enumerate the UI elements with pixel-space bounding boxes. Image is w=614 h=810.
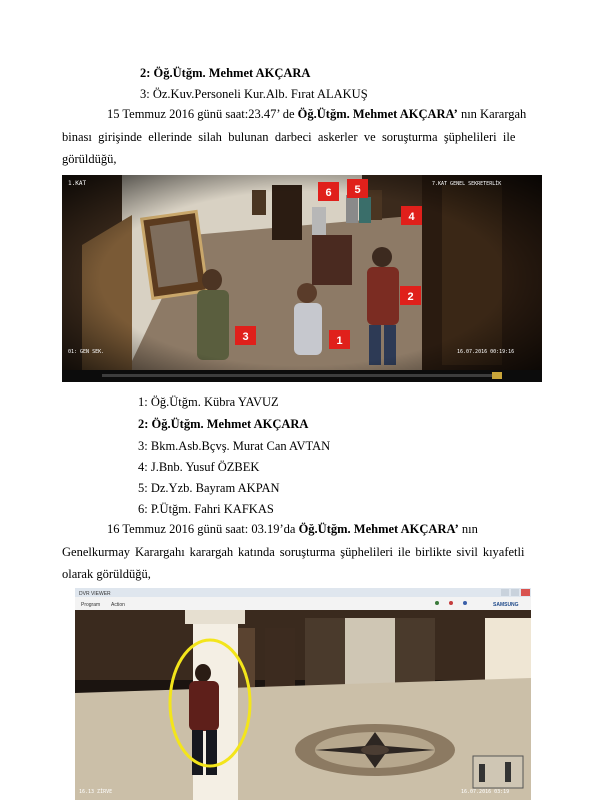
svg-text:2: 2 (407, 291, 414, 303)
names-list-item: 2: Öğ.Ütğm. Mehmet AKÇARA (138, 417, 309, 431)
osd-top-left: 1.KAT (68, 180, 87, 187)
list-item-2-bold: 2: Öğ.Ütğm. Mehmet AKÇARA (140, 66, 311, 80)
brand-label: SAMSUNG (493, 602, 519, 608)
para2-name-bold: Öğ.Ütğm. Mehmet AKÇARA’ (298, 522, 459, 536)
svg-text:4: 4 (408, 211, 415, 223)
para1-name-bold: Öğ.Ütğm. Mehmet AKÇARA’ (297, 107, 458, 121)
osd-bottom-left: 01: GEN SEK. (68, 349, 105, 355)
names-list-item: 3: Bkm.Asb.Bçvş. Murat Can AVTAN (138, 439, 331, 453)
list-item-3: 3: Öz.Kuv.Personeli Kur.Alb. Fırat ALAKUŞ (140, 87, 368, 101)
svg-text:1: 1 (336, 335, 343, 347)
osd2-bottom-right: 16.07.2016 03:19 (461, 789, 510, 795)
marker-4 (401, 206, 422, 225)
cctv-photo-hallway (62, 175, 542, 382)
osd-bottom-right: 16.07.2016 00:19:16 (457, 349, 515, 355)
svg-text:5: 5 (354, 184, 361, 196)
marker-3 (235, 326, 256, 345)
para1-text-c: nın Karargah (457, 107, 527, 121)
svg-text:3: 3 (242, 331, 249, 343)
osd2-bottom-left: 16.13 ZİRVE (79, 789, 113, 795)
paragraph-2-line-2: Genelkurmay Karargahı karargah katında soruşturma şüphelileri ile birlikte sivil kıyafetli (62, 545, 525, 559)
menu-program: Program (81, 602, 101, 608)
para1-text-a: 15 Temmuz 2016 günü saat:23.47’ de (107, 107, 298, 121)
paragraph-2-line-1 (107, 522, 557, 537)
paragraph-1-line-3: görüldüğü, (62, 152, 117, 166)
marker-1 (329, 330, 350, 349)
window-title: DVR VIEWER (79, 591, 111, 597)
cctv-photo-lobby (75, 588, 531, 800)
names-list-item: 1: Öğ.Ütğm. Kübra YAVUZ (138, 395, 279, 409)
para2-text-a: 16 Temmuz 2016 günü saat: 03.19’da (107, 522, 299, 536)
paragraph-2-line-3: olarak görüldüğü, (62, 567, 151, 581)
names-list-item: 5: Dz.Yzb. Bayram AKPAN (138, 481, 280, 495)
names-list-item: 6: P.Ütğm. Fahri KAFKAS (138, 502, 274, 516)
paragraph-1-line-2: binası girişinde ellerinde silah bulunan darbeci askerler ve soruşturma şüphelileri ile (62, 130, 516, 144)
marker-2 (400, 286, 421, 305)
paragraph-1-line-1 (107, 107, 557, 122)
para2-text-c: nın (458, 522, 478, 536)
svg-text:6: 6 (325, 187, 332, 199)
marker-6 (318, 182, 339, 201)
menu-action: Action (111, 602, 125, 608)
marker-5 (347, 179, 368, 198)
osd-top-right: 7.KAT GENEL SEKRETERLİK (432, 181, 502, 187)
names-list-item: 4: J.Bnb. Yusuf ÖZBEK (138, 460, 260, 474)
